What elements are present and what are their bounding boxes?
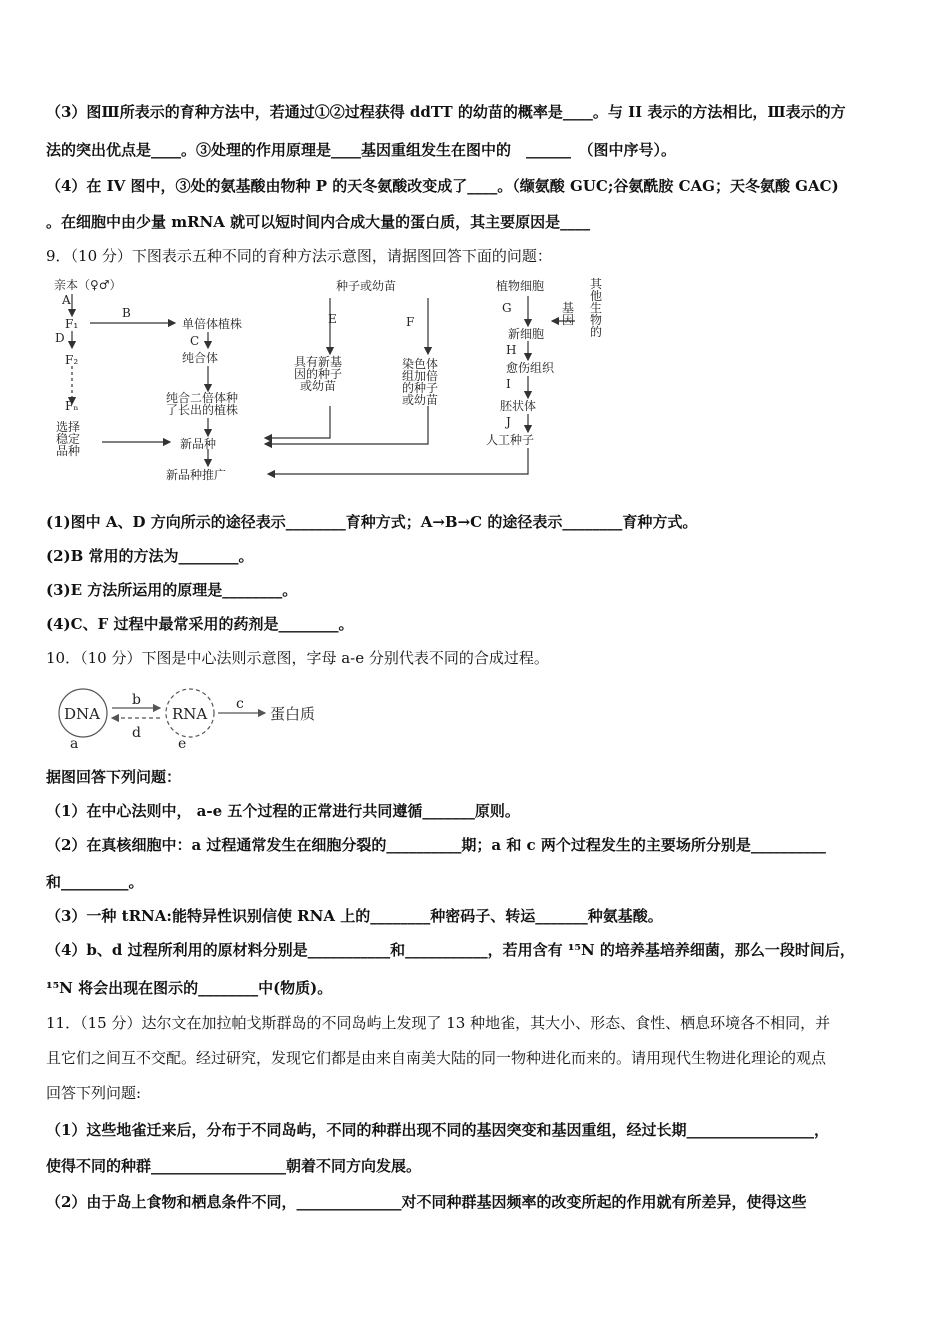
q10-question2-line1: （2）在真核细胞中：a 过程通常发生在细胞分裂的__________期；a 和 c 两个过程发生的主要场所分别是__________ — [46, 836, 826, 854]
q10-intro: 据图回答下列问题： — [46, 768, 182, 786]
new-cell-label: 新细胞 — [508, 327, 545, 341]
q11-question2-line1: （2）由于岛上食物和栖息条件不同，______________对不同种群基因频率的改变所起的作用就有所差异，使得这些 — [46, 1193, 807, 1211]
gene-char2: 因 — [562, 313, 575, 327]
label-a: A — [62, 293, 71, 307]
pure-diploid-line1: 纯合二倍体种 — [166, 391, 239, 405]
process-b-label: b — [132, 692, 141, 708]
q10-question2-line2: 和_________。 — [46, 873, 144, 891]
chrom-line1: 染色体 — [402, 357, 439, 371]
label-f2: F₂ — [65, 353, 79, 367]
other-char4: 物 — [590, 313, 603, 327]
rna-label: RNA — [172, 705, 208, 723]
q9-question2: (2)B 常用的方法为________。 — [46, 547, 254, 565]
label-f: F — [406, 315, 415, 329]
other-char2: 他 — [590, 289, 603, 303]
q11-question1-line2: 使得不同的种群__________________朝着不同方向发展。 — [46, 1157, 422, 1175]
process-a-label: a — [70, 736, 79, 752]
new-gene-line1: 具有新基 — [294, 355, 343, 369]
protein-label: 蛋白质 — [270, 705, 316, 723]
label-b: B — [122, 306, 131, 320]
select-line1: 选择 — [56, 420, 81, 434]
callus-label: 愈伤组织 — [506, 361, 555, 375]
q8-part3-line1: （3）图Ⅲ所表示的育种方法中，若通过①②过程获得 ddTT 的幼苗的概率是____。与 II 表示的方法相比，Ⅲ表示的方 — [46, 103, 846, 121]
seed-label: 种子或幼苗 — [336, 279, 397, 293]
q11-stem-line2: 且它们之间互不交配。经过研究，发现它们都是由来自南美大陆的同一物种进化而来的。请用现代生物进化理论的观点 — [46, 1049, 827, 1067]
label-d: D — [55, 331, 65, 345]
breeding-methods-diagram — [50, 276, 610, 491]
parent-label: 亲本（♀♂） — [54, 278, 122, 292]
label-e: E — [328, 312, 337, 326]
q10-question4-line1: （4）b、d 过程所利用的原材料分别是___________和___________，若用含有 ¹⁵N 的培养基培养细菌，那么一段时间后， — [46, 941, 855, 959]
q10-stem: 10．（10 分）下图是中心法则示意图，字母 a-e 分别代表不同的合成过程。 — [46, 649, 549, 667]
promote-label: 新品种推广 — [166, 468, 227, 482]
embryoid-label: 胚状体 — [500, 399, 537, 413]
label-c: C — [190, 334, 200, 348]
chrom-line2: 组加倍 — [402, 369, 439, 383]
select-line3: 品种 — [56, 444, 81, 458]
q9-question4: (4)C、F 过程中最常采用的药剂是________。 — [46, 615, 354, 633]
q8-part4-line2: 。在细胞中由少量 mRNA 就可以短时间内合成大量的蛋白质，其主要原因是____ — [46, 213, 591, 231]
haploid-label: 单倍体植株 — [182, 317, 243, 331]
q9-question3: (3)E 方法所运用的原理是________。 — [46, 581, 298, 599]
central-dogma-diagram — [50, 680, 350, 752]
q11-stem-line1: 11．（15 分）达尔文在加拉帕戈斯群岛的不同岛屿上发现了 13 种地雀，其大小、形态、食性、栖息环境各不相同，并 — [46, 1014, 831, 1032]
process-e-label: e — [178, 736, 187, 752]
other-char5: 的 — [590, 325, 603, 339]
pure-diploid-line2: 了长出的植株 — [166, 403, 239, 417]
new-variety-label: 新品种 — [180, 437, 217, 451]
q11-stem-line3: 回答下列问题: — [46, 1084, 142, 1102]
q8-part3-line2: 法的突出优点是____。③处理的作用原理是____基因重组发生在图中的 ______ （图中序号）。 — [46, 141, 677, 159]
pure-label: 纯合体 — [182, 351, 219, 365]
q8-part4-line1: （4）在 IV 图中，③处的氨基酸由物种 P 的天冬氨酸改变成了____。（缬氨酸 GUC;谷氨酰胺 CAG；天冬氨酸 GAC) — [46, 177, 839, 195]
label-g: G — [502, 301, 512, 315]
new-gene-line3: 或幼苗 — [300, 379, 337, 393]
process-c-label: c — [236, 696, 244, 712]
process-d-label: d — [132, 725, 141, 741]
chrom-line3: 的种子 — [402, 381, 439, 395]
label-f1: F₁ — [65, 317, 79, 331]
label-j: J — [506, 415, 511, 429]
chrom-line4: 或幼苗 — [402, 393, 439, 407]
new-gene-line2: 因的种子 — [294, 367, 343, 381]
artificial-seed-label: 人工种子 — [486, 433, 535, 447]
label-h: H — [506, 343, 517, 357]
q10-question3: （3）一种 tRNA:能特异性识别信使 RNA 上的________种密码子、转运_______种氨基酸。 — [46, 907, 663, 925]
select-line2: 稳定 — [56, 432, 81, 446]
other-char3: 生 — [590, 301, 603, 315]
q10-question4-line2: ¹⁵N 将会出现在图示的________中(物质)。 — [46, 979, 333, 997]
dna-label: DNA — [64, 705, 100, 723]
q11-question1-line1: （1）这些地雀迁来后，分布于不同岛屿，不同的种群出现不同的基因突变和基因重组，经过长期_________________， — [46, 1121, 829, 1139]
other-char1: 其 — [590, 277, 603, 291]
gene-char1: 基 — [562, 301, 575, 315]
plant-cell-label: 植物细胞 — [496, 279, 545, 293]
q10-question1: （1）在中心法则中， a-e 五个过程的正常进行共同遵循_______原则。 — [46, 802, 520, 820]
label-fn: Fₙ — [65, 399, 79, 413]
q9-question1: (1)图中 A、D 方向所示的途径表示________育种方式；A→B→C 的途径表示________育种方式。 — [46, 513, 698, 531]
q9-stem: 9．（10 分）下图表示五种不同的育种方法示意图，请据图回答下面的问题： — [46, 247, 552, 265]
label-i: I — [506, 377, 511, 391]
